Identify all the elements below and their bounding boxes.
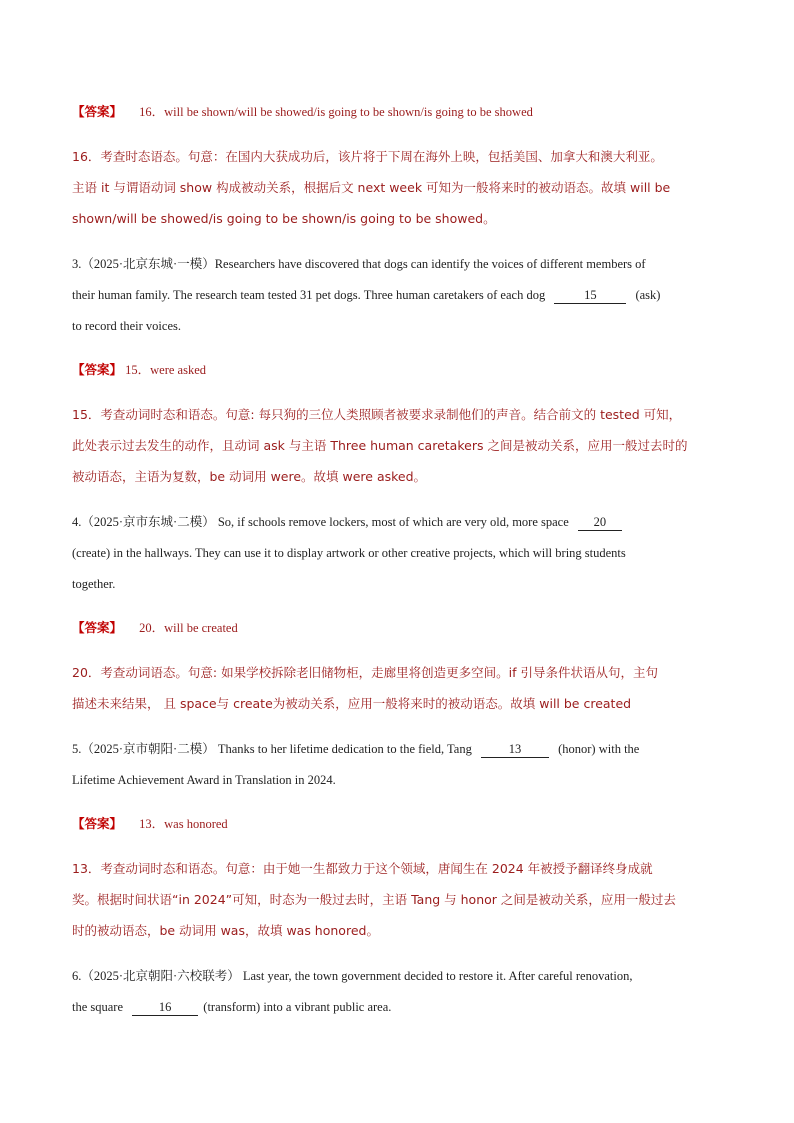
explanation-line: 13．考查动词时态和语态。句意：由于她一生都致力于这个领域，唐闻生在 2024 年被授予翻译终身成就	[72, 861, 653, 876]
explanation-line: shown/will be showed/is going to be shown/is going to be showed。	[72, 211, 496, 226]
answer-tag: 【答案】	[72, 621, 123, 635]
explanation-line: 主语 it 与谓语动词 show 构成被动关系，根据后文 next week 可知为一般将来时的被动语态。故填 will be	[72, 180, 671, 195]
question-text: 5.（2025·京市朝阳·二模） Thanks to her lifetime dedication to the field, Tang	[72, 742, 472, 756]
question-line: 6.（2025·北京朝阳·六校联考） Last year, the town government decided to restore it. After careful renovation,	[72, 969, 633, 983]
question-text: the square	[72, 1000, 124, 1014]
explanation-line: 15．考查动词时态和语态。句意: 每只狗的三位人类照顾者被要求录制他们的声音。结合前文的 tested 可知，	[72, 407, 682, 422]
explanation-line: 此处表示过去发生的动作，且动词 ask 与主语 Three human caretakers 之间是被动关系，应用一般过去时的	[72, 438, 688, 453]
explanation-line: 描述未来结果， 且 space与 create为被动关系，应用一般将来时的被动语态。故填 will be created	[72, 696, 632, 711]
question-line: 3.（2025·北京东城·一模）Researchers have discovered that dogs can identify the voices of different members of	[72, 257, 646, 271]
question-text: (ask)	[635, 288, 661, 302]
question-line	[72, 999, 391, 1016]
answer-blank: 16	[132, 999, 198, 1016]
answer-tag: 【答案】	[72, 363, 123, 377]
explanation-line: 奖。根据时间状语“in 2024”可知，时态为一般过去时，主语 Tang 与 honor 之间是被动关系，应用一般过去	[72, 892, 676, 907]
explanation-line: 20．考查动词语态。句意: 如果学校拆除老旧储物柜，走廊里将创造更多空间。if 引导条件状语从句，主句	[72, 665, 658, 680]
answer-line	[72, 620, 238, 636]
question-line: Lifetime Achievement Award in Translation in 2024.	[72, 773, 336, 787]
question-text: 4.（2025·京市东城·二模） So, if schools remove lockers, most of which are very old, more space	[72, 515, 569, 529]
answer-tag: 【答案】	[72, 105, 123, 119]
answer-text: 13．was honored	[139, 817, 228, 831]
answer-line	[72, 104, 533, 120]
explanation-line: 时的被动语态，be 动词用 was，故填 was honored。	[72, 923, 379, 938]
question-text: their human family. The research team tested 31 pet dogs. Three human caretakers of each dog	[72, 288, 546, 302]
answer-tag: 【答案】	[72, 817, 123, 831]
answer-text: 15．were asked	[125, 363, 207, 377]
question-line: to record their voices.	[72, 319, 181, 333]
answer-text: 20．will be created	[139, 621, 238, 635]
question-line	[72, 741, 639, 758]
explanation-line: 16．考查时态语态。句意：在国内大获成功后，该片将于下周在海外上映，包括美国、加拿大和澳大利亚。	[72, 149, 663, 164]
explanation-line: 被动语态，主语为复数，be 动词用 were。故填 were asked。	[72, 469, 427, 484]
answer-blank: 15	[554, 287, 626, 304]
question-line: (create) in the hallways. They can use it to display artwork or other creative projects, which will bring students	[72, 546, 626, 560]
answer-blank: 20	[578, 514, 622, 531]
question-text: (transform) into a vibrant public area.	[203, 1000, 392, 1014]
question-line	[72, 514, 622, 531]
answer-blank: 13	[481, 741, 549, 758]
question-text: (honor) with the	[558, 742, 640, 756]
answer-line	[72, 362, 206, 378]
question-line: together.	[72, 577, 116, 591]
answer-line	[72, 816, 228, 832]
answer-text: 16．will be shown/will be showed/is going to be shown/is going to be showed	[139, 105, 533, 119]
question-line	[72, 287, 660, 304]
